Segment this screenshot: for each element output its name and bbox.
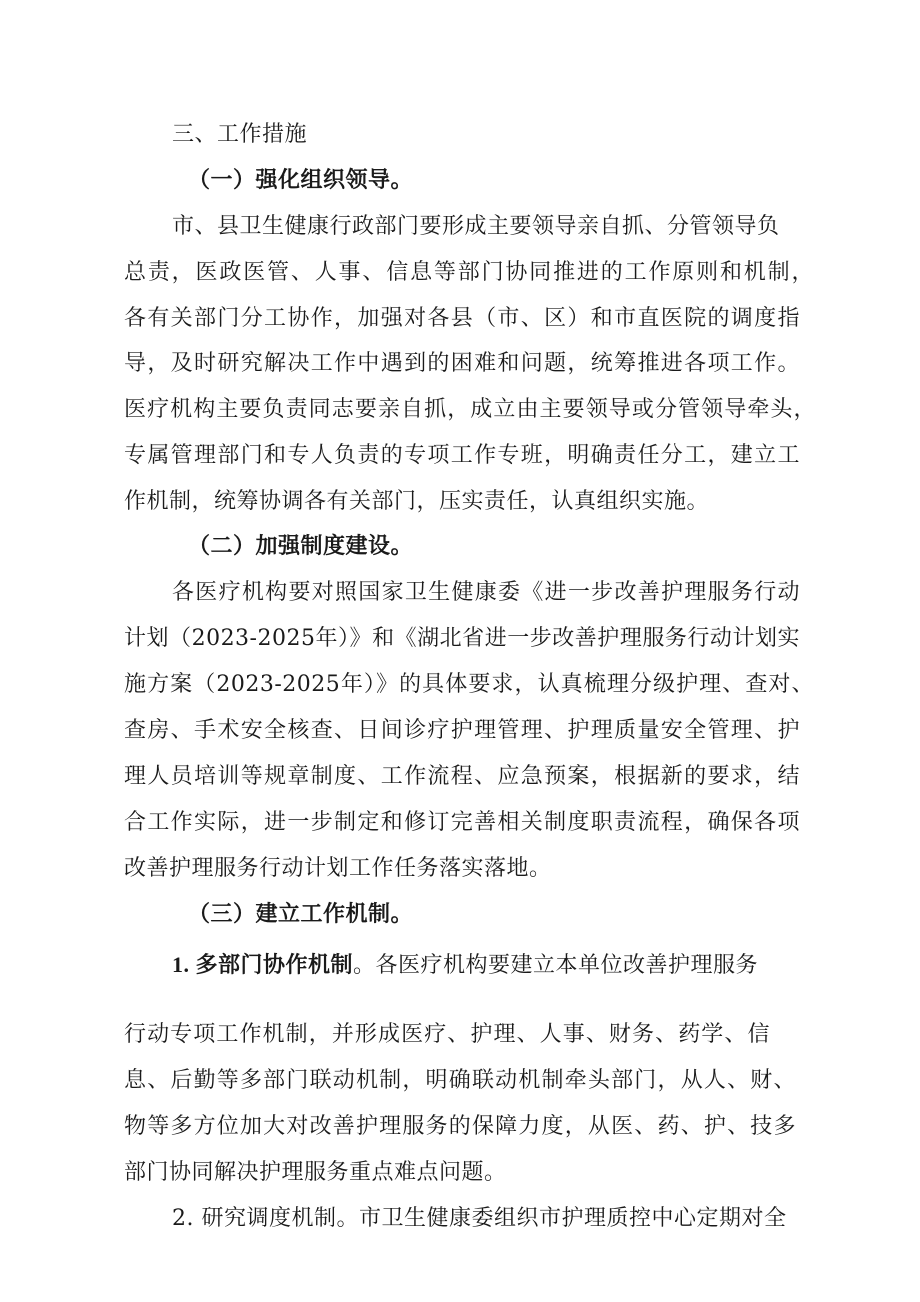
- sub1-line-6: 作机制，统筹协调各有关部门，压实责任，认真组织实施。: [124, 489, 710, 514]
- sub2-line-6: 改善护理服务行动计划工作任务落实落地。: [124, 856, 552, 881]
- item1-line-0: 行动专项工作机制，并形成医疗、护理、人事、财务、药学、信: [124, 1022, 770, 1047]
- sub2-line-0: 各医疗机构要对照国家卫生健康委《进一步改善护理服务行动: [172, 580, 800, 605]
- item1-lead: 1. 多部门协作机制: [172, 952, 354, 977]
- sub1-line-4: 医疗机构主要负责同志要亲自抓，成立由主要领导或分管领导牵头，: [124, 397, 816, 422]
- sub2-line-1: 计划（2023-2025年）》和《湖北省进一步改善护理服务行动计划实: [124, 626, 800, 651]
- sub2-line-4: 理人员培训等规章制度、工作流程、应急预案，根据新的要求，结: [124, 764, 800, 789]
- item1-first-line: [172, 950, 758, 981]
- item1-line-2: 物等多方位加大对改善护理服务的保障力度，从医、药、护、技多: [124, 1114, 796, 1139]
- sub1-line-3: 导，及时研究解决工作中遇到的困难和问题，统筹推进各项工作。: [124, 351, 800, 376]
- sub1-line-1: 总责，医政医管、人事、信息等部门协同推进的工作原则和机制，: [124, 260, 814, 285]
- item1-line-1: 息、后勤等多部门联动机制，明确联动机制牵头部门，从人、财、: [124, 1068, 796, 1093]
- item1-rest: 。各医疗机构要建立本单位改善护理服务: [353, 953, 759, 978]
- sub2-line-3: 查房、手术安全核查、日间诊疗护理管理、护理质量安全管理、护: [124, 718, 800, 743]
- sub1-heading: （一）强化组织领导。: [188, 168, 414, 193]
- sub1-line-5: 专属管理部门和专人负责的专项工作专班，明确责任分工，建立工: [124, 443, 800, 468]
- sub1-line-0: 市、县卫生健康行政部门要形成主要领导亲自抓、分管领导负: [172, 214, 780, 239]
- sub2-line-2: 施方案（2023-2025年）》的具体要求，认真梳理分级护理、查对、: [124, 672, 814, 697]
- section-heading: 三、工作措施: [172, 122, 308, 147]
- sub3-heading: （三）建立工作机制。: [188, 902, 414, 927]
- sub1-line-2: 各有关部门分工协作，加强对各县（市、区）和市直医院的调度指: [124, 306, 800, 331]
- item1-line-3: 部门协同解决护理服务重点难点问题。: [124, 1160, 507, 1185]
- sub2-heading: （二）加强制度建设。: [188, 534, 414, 559]
- sub2-line-5: 合工作实际，进一步制定和修订完善相关制度职责流程，确保各项: [124, 810, 800, 835]
- item2-line: 2. 研究调度机制。市卫生健康委组织市护理质控中心定期对全: [172, 1206, 787, 1231]
